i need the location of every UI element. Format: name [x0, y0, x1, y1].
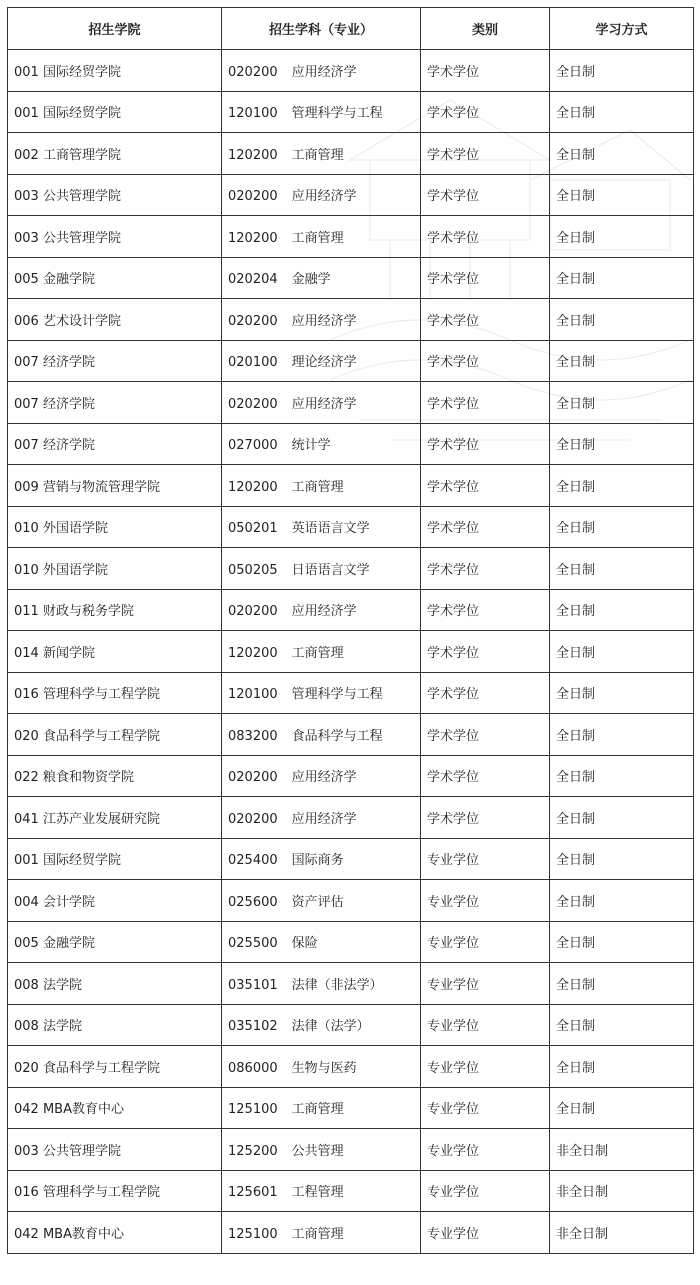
subject-code: 120100: [228, 687, 278, 703]
cell-subject: [222, 1170, 421, 1212]
table-row: [8, 921, 694, 963]
cell-college: 007 经济学院: [8, 423, 222, 465]
subject-code: 125200: [228, 1143, 278, 1159]
subject-name: 理论经济学: [291, 355, 357, 371]
subject-code: 020200: [228, 811, 278, 827]
cell-study-mode: 非全日制: [550, 1212, 694, 1254]
cell-subject: [222, 1046, 421, 1088]
subject-name: 工商管理: [291, 645, 344, 661]
cell-subject: [222, 465, 421, 507]
subject-code: 025400: [228, 853, 278, 869]
subject-name: 食品科学与工程: [291, 728, 383, 744]
subject-name: 英语语言文学: [291, 521, 370, 537]
table-row: [8, 133, 694, 175]
subject-name: 公共管理: [291, 1143, 344, 1159]
cell-subject: [222, 672, 421, 714]
subject-code: 020200: [228, 770, 278, 786]
cell-subject: [222, 340, 421, 382]
cell-study-mode: 全日制: [550, 631, 694, 673]
cell-category: 专业学位: [421, 1170, 550, 1212]
cell-college: 042 MBA教育中心: [8, 1087, 222, 1129]
cell-college: 003 公共管理学院: [8, 174, 222, 216]
table-row: [8, 299, 694, 341]
table-row: [8, 631, 694, 673]
cell-category: 学术学位: [421, 340, 550, 382]
subject-name: 应用经济学: [291, 396, 357, 412]
table-row: [8, 589, 694, 631]
cell-study-mode: 全日制: [550, 133, 694, 175]
cell-category: 学术学位: [421, 50, 550, 92]
cell-category: 学术学位: [421, 506, 550, 548]
cell-category: 学术学位: [421, 423, 550, 465]
cell-category: 学术学位: [421, 755, 550, 797]
cell-college: 022 粮食和物资学院: [8, 755, 222, 797]
cell-study-mode: 全日制: [550, 838, 694, 880]
cell-subject: [222, 216, 421, 258]
cell-college: 004 会计学院: [8, 880, 222, 922]
cell-subject: [222, 1212, 421, 1254]
subject-code: 035102: [228, 1019, 278, 1035]
header-category: 类别: [421, 8, 550, 50]
subject-name: 国际商务: [291, 853, 344, 869]
cell-subject: [222, 714, 421, 756]
header-subject: 招生学科（专业）: [222, 8, 421, 50]
subject-name: 金融学: [291, 272, 331, 288]
subject-code: 120200: [228, 645, 278, 661]
cell-study-mode: 全日制: [550, 921, 694, 963]
subject-code: 120100: [228, 106, 278, 122]
cell-study-mode: 全日制: [550, 216, 694, 258]
subject-name: 应用经济学: [291, 313, 357, 329]
subject-code: 120200: [228, 479, 278, 495]
cell-college: 001 国际经贸学院: [8, 838, 222, 880]
subject-code: 050205: [228, 562, 278, 578]
subject-code: 020200: [228, 396, 278, 412]
cell-category: 学术学位: [421, 797, 550, 839]
cell-category: 学术学位: [421, 465, 550, 507]
subject-code: 125100: [228, 1226, 278, 1242]
table-row: [8, 1170, 694, 1212]
cell-study-mode: 全日制: [550, 91, 694, 133]
cell-study-mode: 非全日制: [550, 1170, 694, 1212]
cell-college: 020 食品科学与工程学院: [8, 1046, 222, 1088]
subject-name: 工商管理: [291, 479, 344, 495]
table-row: [8, 423, 694, 465]
table-row: [8, 216, 694, 258]
cell-college: 008 法学院: [8, 1004, 222, 1046]
cell-category: 学术学位: [421, 216, 550, 258]
subject-name: 保险: [291, 936, 318, 952]
cell-college: 016 管理科学与工程学院: [8, 672, 222, 714]
subject-name: 管理科学与工程: [291, 106, 383, 122]
cell-college: 002 工商管理学院: [8, 133, 222, 175]
cell-study-mode: 全日制: [550, 714, 694, 756]
cell-college: 005 金融学院: [8, 257, 222, 299]
cell-subject: [222, 133, 421, 175]
cell-college: 003 公共管理学院: [8, 216, 222, 258]
cell-subject: [222, 1129, 421, 1171]
cell-study-mode: 全日制: [550, 299, 694, 341]
subject-code: 027000: [228, 438, 278, 454]
cell-study-mode: 全日制: [550, 257, 694, 299]
header-study-mode: 学习方式: [550, 8, 694, 50]
subject-name: 日语语言文学: [291, 562, 370, 578]
cell-subject: [222, 257, 421, 299]
cell-college: 010 外国语学院: [8, 506, 222, 548]
subject-name: 管理科学与工程: [291, 687, 383, 703]
cell-college: 042 MBA教育中心: [8, 1212, 222, 1254]
subject-name: 应用经济学: [291, 64, 357, 80]
cell-college: 014 新闻学院: [8, 631, 222, 673]
table-row: [8, 1046, 694, 1088]
cell-category: 学术学位: [421, 631, 550, 673]
admissions-table: [7, 7, 694, 1254]
cell-subject: [222, 382, 421, 424]
table-row: [8, 755, 694, 797]
cell-college: 001 国际经贸学院: [8, 50, 222, 92]
cell-study-mode: 全日制: [550, 1004, 694, 1046]
cell-study-mode: 全日制: [550, 423, 694, 465]
subject-code: 025600: [228, 894, 278, 910]
table-header-row: [8, 8, 694, 50]
cell-category: 专业学位: [421, 1129, 550, 1171]
subject-code: 086000: [228, 1060, 278, 1076]
cell-subject: [222, 299, 421, 341]
cell-subject: [222, 1004, 421, 1046]
cell-college: 020 食品科学与工程学院: [8, 714, 222, 756]
subject-code: 083200: [228, 728, 278, 744]
cell-study-mode: 全日制: [550, 382, 694, 424]
cell-category: 专业学位: [421, 1004, 550, 1046]
table-row: [8, 1004, 694, 1046]
table-row: [8, 506, 694, 548]
cell-category: 专业学位: [421, 1212, 550, 1254]
cell-category: 学术学位: [421, 714, 550, 756]
cell-study-mode: 全日制: [550, 1046, 694, 1088]
cell-subject: [222, 1087, 421, 1129]
subject-name: 应用经济学: [291, 811, 357, 827]
subject-name: 应用经济学: [291, 604, 357, 620]
cell-study-mode: 全日制: [550, 589, 694, 631]
subject-code: 020200: [228, 64, 278, 80]
cell-college: 008 法学院: [8, 963, 222, 1005]
cell-subject: [222, 423, 421, 465]
cell-study-mode: 全日制: [550, 755, 694, 797]
cell-subject: [222, 91, 421, 133]
table-row: [8, 50, 694, 92]
cell-subject: [222, 506, 421, 548]
cell-category: 学术学位: [421, 174, 550, 216]
table-row: [8, 1129, 694, 1171]
table-row: [8, 548, 694, 590]
table-row: [8, 797, 694, 839]
cell-study-mode: 全日制: [550, 963, 694, 1005]
cell-category: 专业学位: [421, 1046, 550, 1088]
cell-category: 学术学位: [421, 133, 550, 175]
cell-subject: [222, 548, 421, 590]
subject-name: 法律（法学）: [291, 1019, 370, 1035]
cell-category: 学术学位: [421, 548, 550, 590]
subject-code: 020204: [228, 272, 278, 288]
cell-category: 学术学位: [421, 589, 550, 631]
subject-name: 法律（非法学）: [291, 977, 383, 993]
table-row: [8, 1212, 694, 1254]
cell-study-mode: 全日制: [550, 506, 694, 548]
cell-category: 学术学位: [421, 299, 550, 341]
cell-study-mode: 全日制: [550, 174, 694, 216]
cell-subject: [222, 174, 421, 216]
cell-study-mode: 全日制: [550, 1087, 694, 1129]
subject-name: 应用经济学: [291, 189, 357, 205]
table-row: [8, 257, 694, 299]
table-row: [8, 340, 694, 382]
cell-college: 007 经济学院: [8, 340, 222, 382]
subject-code: 025500: [228, 936, 278, 952]
subject-code: 035101: [228, 977, 278, 993]
subject-code: 120200: [228, 230, 278, 246]
subject-code: 020100: [228, 355, 278, 371]
table-row: [8, 714, 694, 756]
cell-college: 009 营销与物流管理学院: [8, 465, 222, 507]
subject-name: 统计学: [291, 438, 331, 454]
table-row: [8, 382, 694, 424]
cell-subject: [222, 963, 421, 1005]
subject-name: 工商管理: [291, 147, 344, 163]
cell-college: 041 江苏产业发展研究院: [8, 797, 222, 839]
cell-college: 001 国际经贸学院: [8, 91, 222, 133]
cell-study-mode: 全日制: [550, 340, 694, 382]
table-row: [8, 91, 694, 133]
cell-subject: [222, 838, 421, 880]
subject-name: 生物与医药: [291, 1060, 357, 1076]
subject-code: 020200: [228, 604, 278, 620]
table-row: [8, 465, 694, 507]
table-row: [8, 963, 694, 1005]
subject-name: 工商管理: [291, 1226, 344, 1242]
cell-college: 005 金融学院: [8, 921, 222, 963]
cell-subject: [222, 50, 421, 92]
subject-name: 工商管理: [291, 1102, 344, 1118]
cell-subject: [222, 797, 421, 839]
cell-study-mode: 全日制: [550, 672, 694, 714]
cell-college: 006 艺术设计学院: [8, 299, 222, 341]
cell-subject: [222, 631, 421, 673]
cell-subject: [222, 880, 421, 922]
cell-college: 007 经济学院: [8, 382, 222, 424]
cell-category: 专业学位: [421, 921, 550, 963]
cell-category: 学术学位: [421, 382, 550, 424]
cell-category: 学术学位: [421, 672, 550, 714]
subject-code: 050201: [228, 521, 278, 537]
subject-code: 125601: [228, 1185, 278, 1201]
cell-college: 003 公共管理学院: [8, 1129, 222, 1171]
table-row: [8, 880, 694, 922]
table-row: [8, 672, 694, 714]
cell-category: 学术学位: [421, 91, 550, 133]
cell-college: 016 管理科学与工程学院: [8, 1170, 222, 1212]
cell-category: 专业学位: [421, 1087, 550, 1129]
table-row: [8, 838, 694, 880]
subject-code: 020200: [228, 313, 278, 329]
cell-category: 专业学位: [421, 880, 550, 922]
subject-name: 资产评估: [291, 894, 344, 910]
cell-study-mode: 非全日制: [550, 1129, 694, 1171]
table-body: [8, 50, 694, 1254]
cell-category: 专业学位: [421, 838, 550, 880]
cell-subject: [222, 921, 421, 963]
subject-name: 工程管理: [291, 1185, 344, 1201]
cell-subject: [222, 755, 421, 797]
cell-college: 010 外国语学院: [8, 548, 222, 590]
cell-college: 011 财政与税务学院: [8, 589, 222, 631]
header-college: 招生学院: [8, 8, 222, 50]
cell-study-mode: 全日制: [550, 880, 694, 922]
table-row: [8, 1087, 694, 1129]
subject-code: 020200: [228, 189, 278, 205]
table-row: [8, 174, 694, 216]
cell-study-mode: 全日制: [550, 797, 694, 839]
subject-code: 125100: [228, 1102, 278, 1118]
cell-study-mode: 全日制: [550, 50, 694, 92]
cell-study-mode: 全日制: [550, 465, 694, 507]
cell-study-mode: 全日制: [550, 548, 694, 590]
subject-name: 应用经济学: [291, 770, 357, 786]
subject-code: 120200: [228, 147, 278, 163]
subject-name: 工商管理: [291, 230, 344, 246]
cell-category: 专业学位: [421, 963, 550, 1005]
cell-subject: [222, 589, 421, 631]
cell-category: 学术学位: [421, 257, 550, 299]
